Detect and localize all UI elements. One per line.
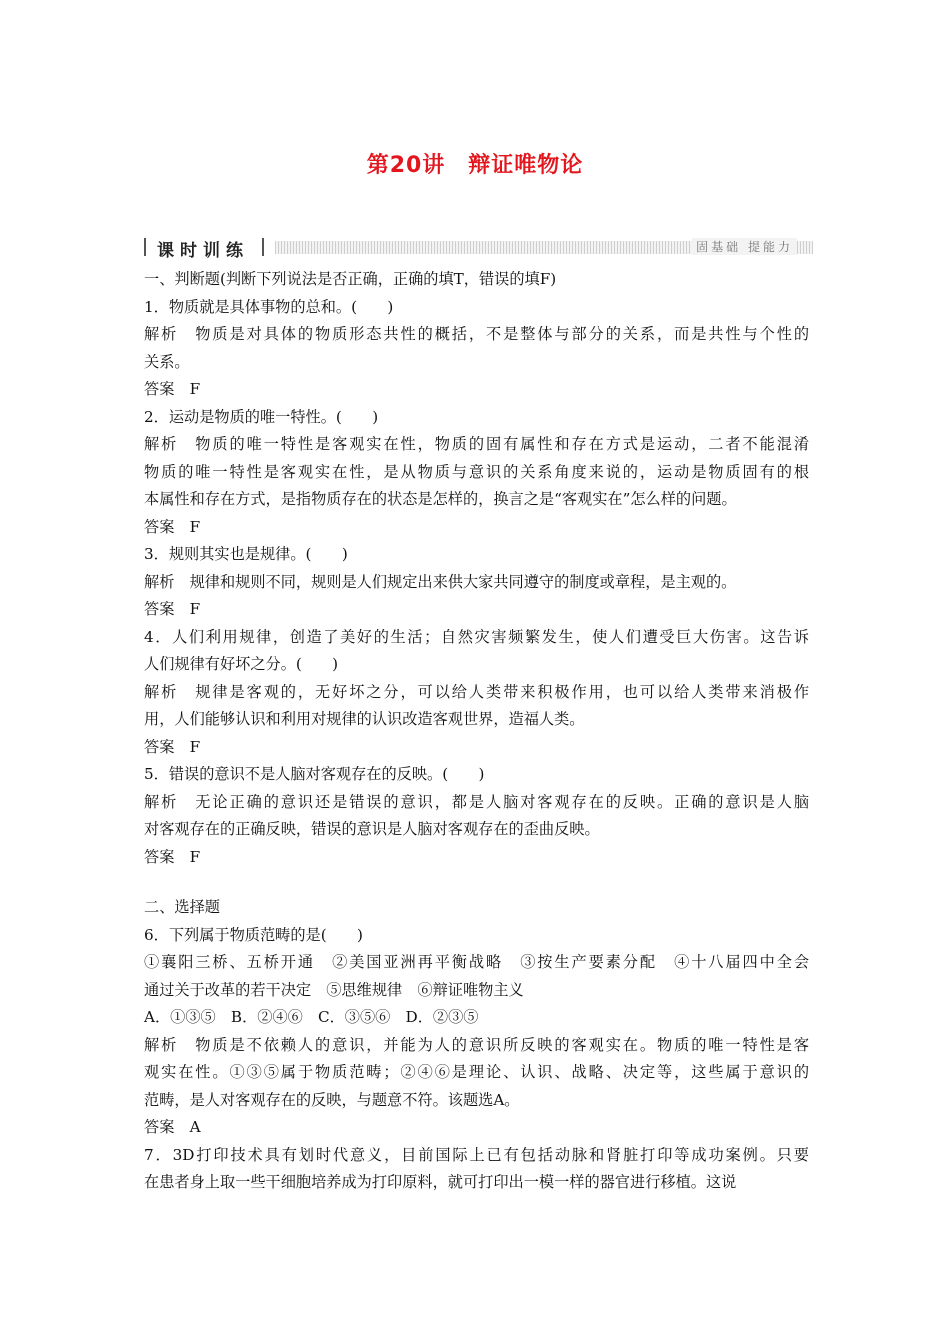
text-line: 2．运动是物质的唯一特性。( ) xyxy=(144,407,379,426)
text-line: 4．人们利用规律，创造了美好的生活；自然灾害频繁发生，使人们遭受巨大伤害。这告诉 xyxy=(144,627,809,646)
banner-right-bar xyxy=(262,238,264,256)
section-gap xyxy=(144,871,809,894)
text-line: A．①③⑤ B．②④⑥ C．③⑤⑥ D．②③⑤ xyxy=(144,1008,479,1026)
text-line: 在患者身上取一些干细胞培养成为打印原料，就可打印出一模一样的器官进行移植。这说 xyxy=(144,1173,737,1191)
text-line: 解析 规律和规则不同，规则是人们规定出来供大家共同遵守的制度或章程，是主观的。 xyxy=(144,572,737,591)
banner-label: 课时训练 xyxy=(157,241,249,261)
text-line: 答案 F xyxy=(144,380,201,398)
text-line: 答案 F xyxy=(144,737,201,756)
text-line: 答案 F xyxy=(144,517,201,536)
text-line: 解析 物质是不依赖人的意识，并能为人的意识所反映的客观实在。物质的唯一特性是客 xyxy=(144,1035,809,1054)
text-line: 本属性和存在方式，是指物质存在的状态是怎样的，换言之是“客观实在”怎么样的问题。 xyxy=(144,490,737,508)
text-line: 解析 规律是客观的，无好坏之分，可以给人类带来积极作用，也可以给人类带来消极作 xyxy=(144,682,809,701)
banner-left-bar xyxy=(144,238,146,256)
text-line: 对客观存在的正确反映，错误的意识是人脑对客观存在的歪曲反映。 xyxy=(144,820,600,838)
text-line: 用，人们能够认识和利用对规律的认识改造客观世界，造福人类。 xyxy=(144,710,585,728)
text-line: 答案 F xyxy=(144,600,201,618)
text-line: 范畴，是人对客观存在的反映，与题意不符。该题选A。 xyxy=(144,1090,520,1109)
text-line: 人们规律有好坏之分。( ) xyxy=(144,655,339,673)
text-line: 6．下列属于物质范畴的是( ) xyxy=(144,925,363,944)
text-line: 通过关于改革的若干决定 ⑤思维规律 ⑥辩证唯物主义 xyxy=(144,980,524,999)
text-line: 答案 F xyxy=(144,847,201,866)
text-line: 二、选择题 xyxy=(144,898,220,916)
text-line: 1．物质就是具体事物的总和。( ) xyxy=(144,297,394,316)
banner-tag: 固基础 提能力 xyxy=(692,238,797,255)
text-line: 物质的唯一特性是客观实在性，是从物质与意识的关系角度来说的，运动是物质固有的根 xyxy=(144,462,809,481)
text-line: 3．规则其实也是规律。( ) xyxy=(144,545,348,563)
text-line: 5．错误的意识不是人脑对客观存在的反映。( ) xyxy=(144,765,485,783)
text-line: 解析 无论正确的意识还是错误的意识，都是人脑对客观存在的反映。正确的意识是人脑 xyxy=(144,792,809,811)
text-line: 7．3D打印技术具有划时代意义，目前国际上已有包括动脉和肾脏打印等成功案例。只要 xyxy=(144,1145,809,1164)
text-line: 解析 物质的唯一特性是客观实在性，物质的固有属性和存在方式是运动，二者不能混淆 xyxy=(144,435,809,453)
page-title: 第20讲 辩证唯物论 xyxy=(366,153,584,178)
text-line: 关系。 xyxy=(144,352,190,371)
section-banner xyxy=(144,236,813,261)
text-line: 解析 物质是对具体的物质形态共性的概括，不是整体与部分的关系，而是共性与个性的 xyxy=(144,325,809,343)
text-line: ①襄阳三桥、五桥开通 ②美国亚洲再平衡战略 ③按生产要素分配 ④十八届四中全会 xyxy=(144,953,809,971)
text-line: 观实在性。①③⑤属于物质范畴；②④⑥是理论、认识、战略、决定等，这些属于意识的 xyxy=(144,1063,809,1081)
text-line: 一、判断题(判断下列说法是否正确，正确的填T，错误的填F) xyxy=(144,270,557,288)
question-content xyxy=(144,266,809,1197)
text-line: 答案 A xyxy=(144,1118,201,1136)
